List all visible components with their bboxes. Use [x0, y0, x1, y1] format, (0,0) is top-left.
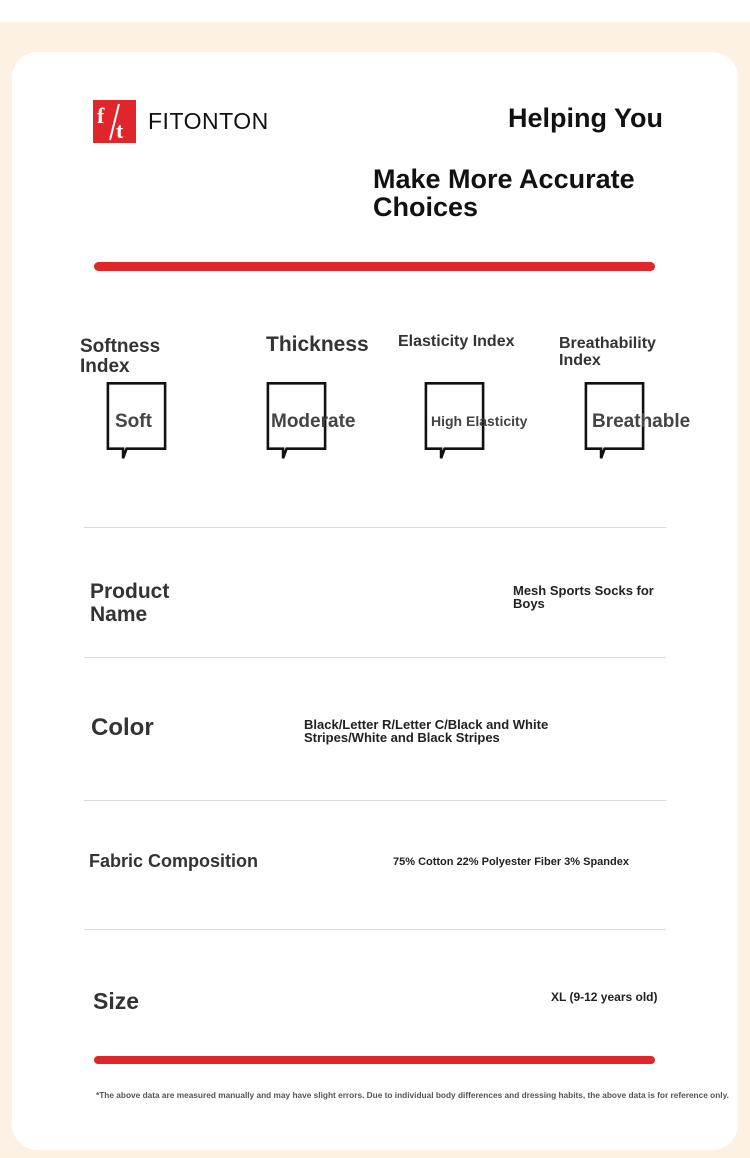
brand-name: FITONTON [148, 108, 269, 134]
header-line-1: Helping You [508, 103, 663, 133]
row-divider [84, 929, 666, 930]
fabric-composition-value: 75% Cotton 22% Polyester Fiber 3% Spandex [393, 856, 629, 868]
thickness-value: Moderate [271, 411, 356, 432]
elasticity-index-label: Elasticity Index [398, 333, 515, 350]
row-divider [84, 800, 666, 801]
fabric-composition-label: Fabric Composition [89, 851, 259, 871]
brand-logo-icon [93, 100, 136, 143]
bottom-divider-bar [94, 1056, 655, 1064]
color-label: Color [91, 714, 154, 741]
product-name-label: Product Name [90, 580, 170, 626]
header-line-2-text: Make More Accurate Choices [373, 164, 635, 222]
color-value: Black/Letter R/Letter C/Black and White Stripes/White and Black Stripes [304, 717, 549, 745]
top-divider-bar [94, 262, 655, 271]
svg-text:f: f [97, 103, 105, 128]
breathability-index-label: Breathability Index [559, 335, 656, 369]
breathability-value: Breathable [592, 411, 691, 432]
row-divider [84, 527, 666, 528]
softness-value: Soft [115, 411, 152, 432]
header-line-2 [373, 165, 703, 221]
disclaimer-footnote: *The above data are measured manually and may have slight errors. Due to individual body differences and dressing habits, the above data is for reference only. [96, 1090, 729, 1100]
svg-text:t: t [116, 118, 124, 143]
size-label: Size [93, 988, 140, 1014]
softness-index-label: Softness Index [80, 336, 161, 377]
row-divider [84, 657, 666, 658]
size-value: XL (9-12 years old) [551, 990, 658, 1004]
thickness-label: Thickness [266, 333, 369, 356]
elasticity-value: High Elasticity [431, 413, 528, 429]
product-name-value: Mesh Sports Socks for Boys [513, 583, 654, 611]
